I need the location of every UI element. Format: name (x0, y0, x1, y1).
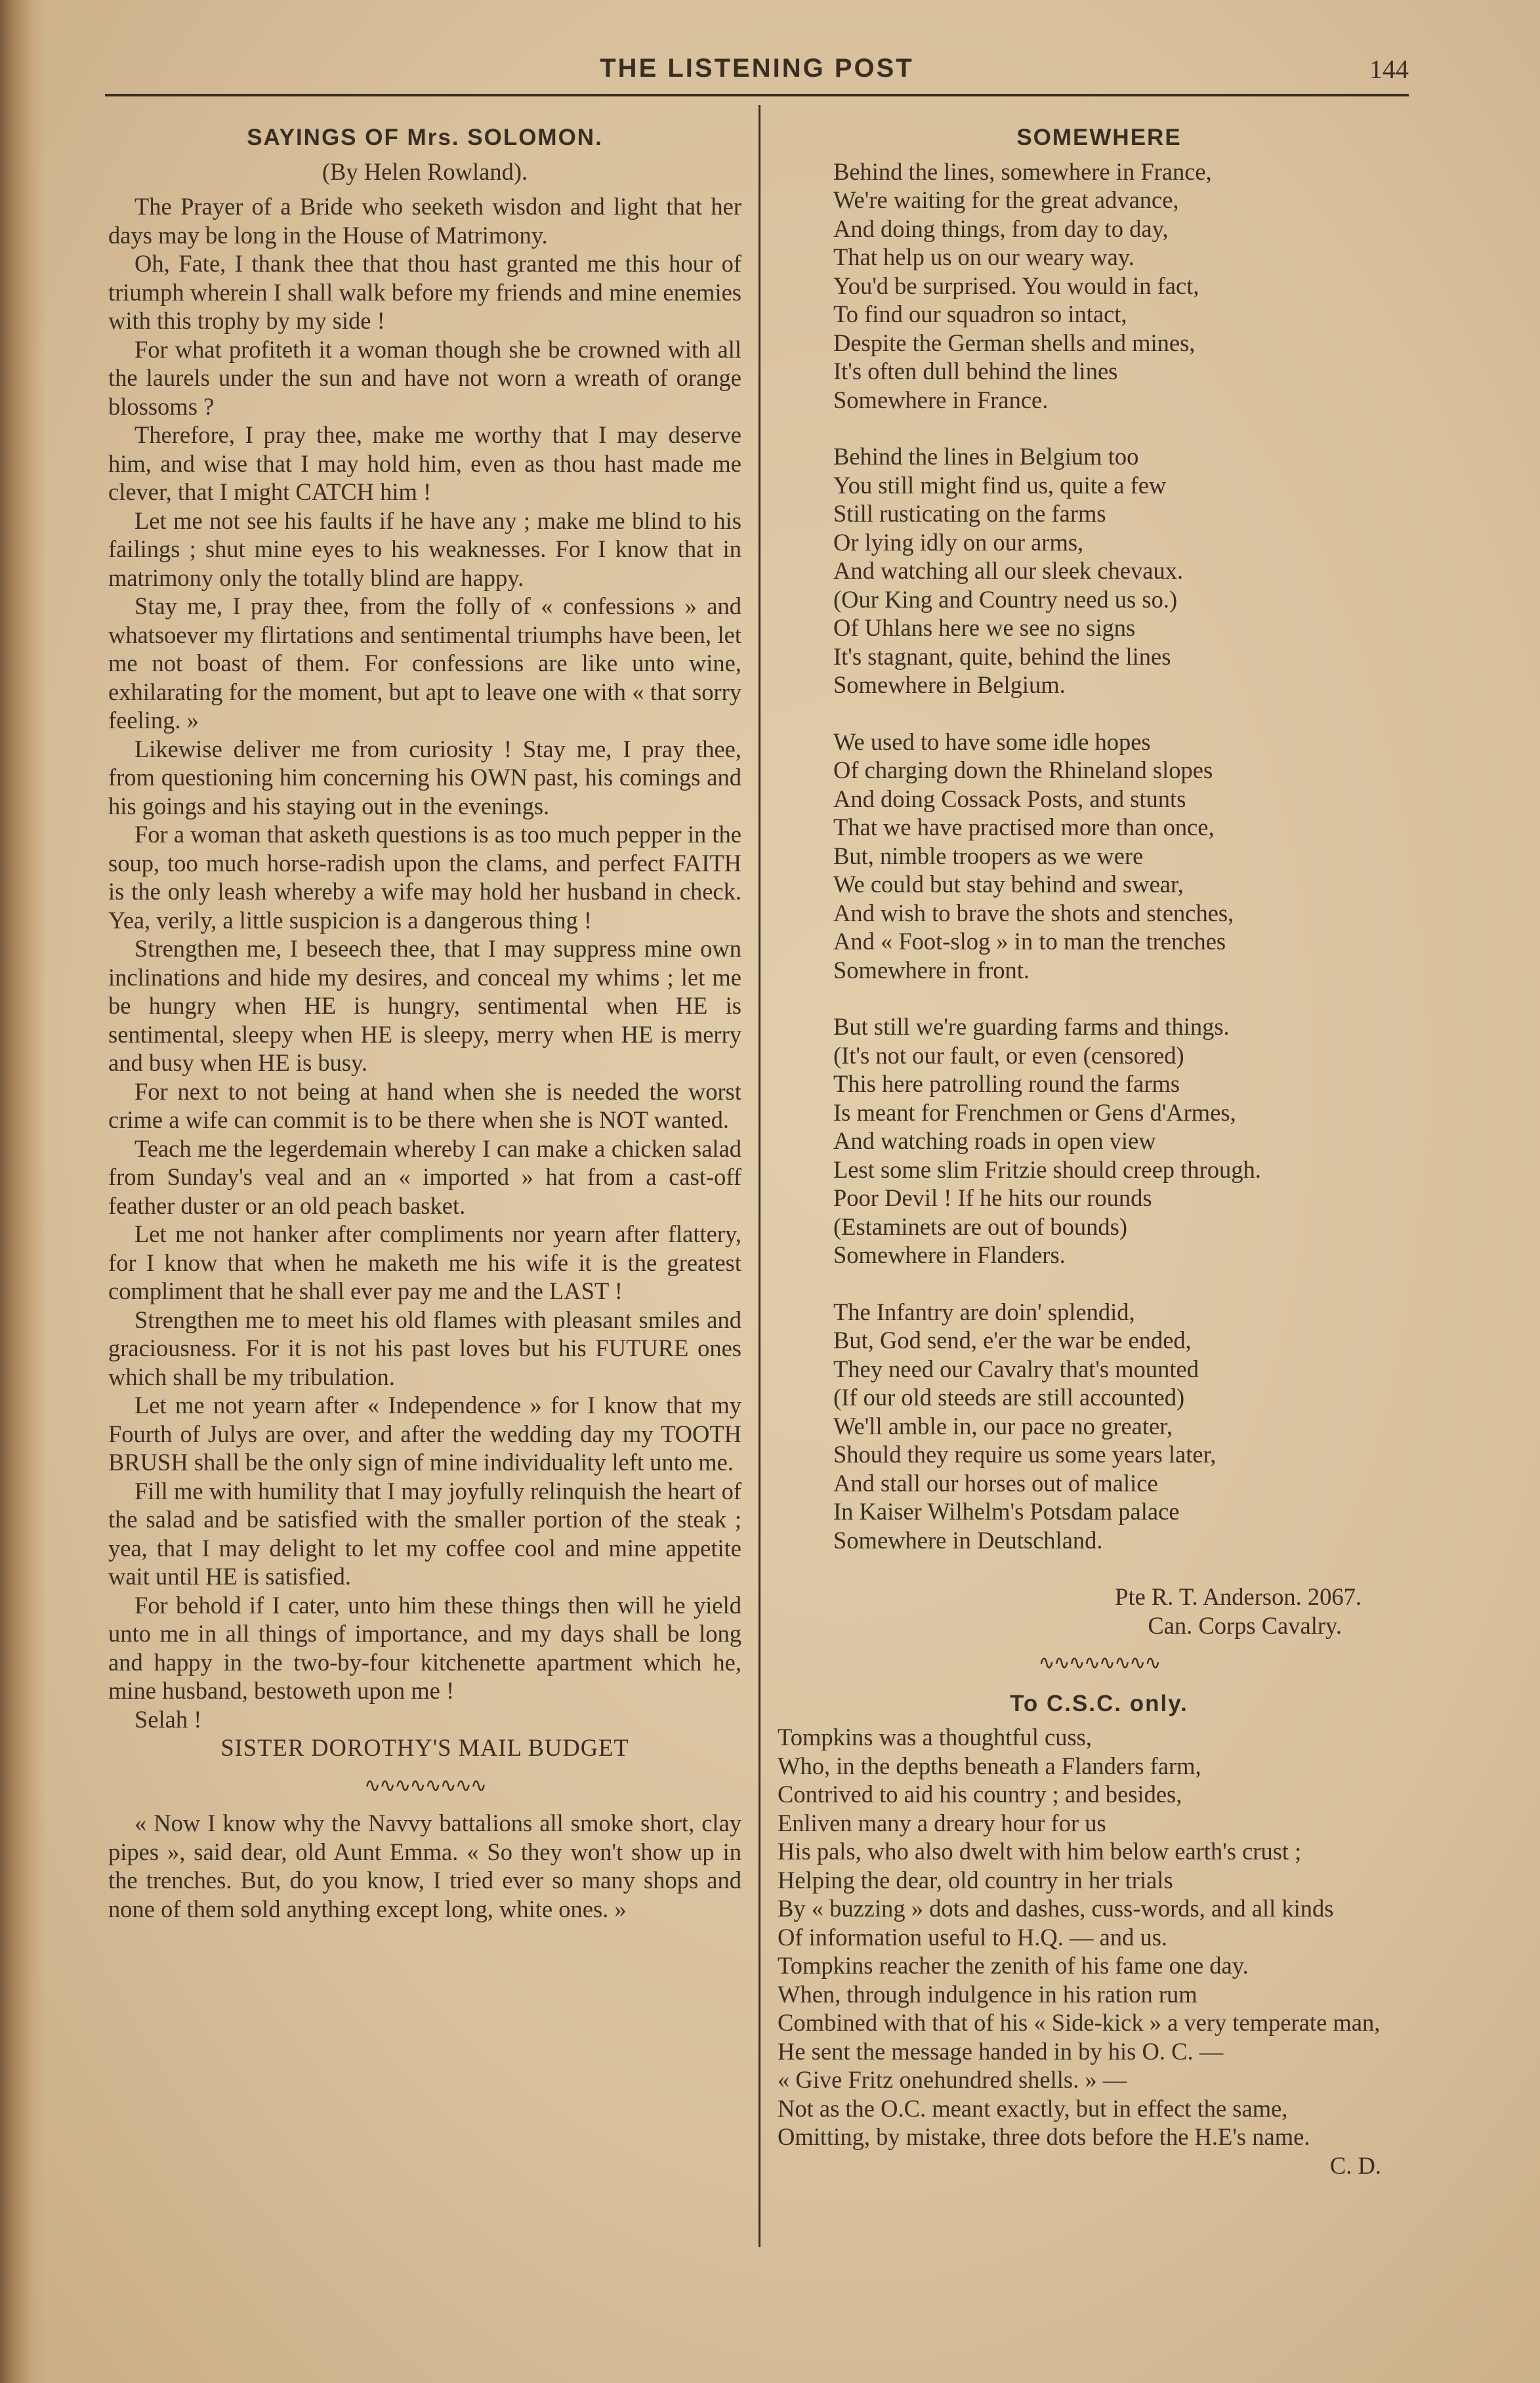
poem-line: Who, in the depths beneath a Flanders farm, (778, 1752, 1201, 1779)
poem-line: And watching all our sleek chevaux. (833, 557, 1184, 584)
poem-line: (If our old steeds are still accounted) (833, 1384, 1185, 1411)
paragraph: Likewise deliver me from curiosity ! Stay me, I pray thee, from questioning him concerning his OWN past, his comings and his goings and his staying out in the evenings. (108, 735, 741, 819)
poem-line: You still might find us, quite a few (833, 471, 1167, 499)
poem-line: Somewhere in Flanders. (833, 1241, 1066, 1268)
poem-line: (Our King and Country need us so.) (833, 585, 1178, 613)
poem-line: Lest some slim Fritzie should creep through. (833, 1155, 1261, 1183)
poem-body (778, 157, 1421, 1555)
poem-line: You'd be surprised. You would in fact, (833, 272, 1199, 299)
poem2-body (778, 1723, 1421, 2151)
poem-stanza (833, 728, 1421, 985)
poem-line: Still rusticating on the farms (833, 500, 1106, 527)
poem-line: Behind the lines, somewhere in France, (833, 157, 1212, 185)
poem-line: Tompkins was a thoughtful cuss, (778, 1724, 1093, 1751)
poem-line: But, God send, e'er the war be ended, (833, 1327, 1192, 1354)
poem-line: Is meant for Frenchmen or Gens d'Armes, (833, 1098, 1236, 1126)
poem-line: Behind the lines in Belgium too (833, 443, 1139, 470)
poem-stanza (833, 157, 1421, 415)
poem-line: We'll amble in, our pace no greater, (833, 1412, 1173, 1440)
poem-line: Somewhere in Deutschland. (833, 1526, 1103, 1554)
poem-line: Of information useful to H.Q. — and us. (778, 1923, 1168, 1951)
article-byline: (By Helen Rowland). (322, 157, 528, 185)
poem-line: And wish to brave the shots and stenches, (833, 899, 1234, 926)
poem-line: It's often dull behind the lines (833, 358, 1118, 384)
paragraph: Let me not hanker after compliments nor yearn after flattery, for I know that when he maketh me his wife it is the greatest compliment that he shall ever pay me and the LAST ! (108, 1220, 741, 1304)
poem-line: To find our squadron so intact, (833, 300, 1127, 327)
paragraph: Stay me, I pray thee, from the folly of « confessions » and whatsoever my flirtations and sentimental triumphs have been, let me not boast of them. For confessions are like unto wine, exhilarating for the moment, but apt to leave one with « that sorry feeling. » (108, 592, 741, 734)
paragraph: The Prayer of a Bride who seeketh wisdon and light that her days may be long in the House of Matrimony. (108, 193, 741, 249)
poem-line: Somewhere in Belgium. (833, 671, 1066, 698)
poem-line: And watching roads in open view (833, 1127, 1156, 1154)
poem-line: Contrived to aid his country ; and besides, (778, 1781, 1182, 1808)
poem-line: (It's not our fault, or even (censored) (833, 1041, 1184, 1069)
poem-line: Somewhere in front. (833, 956, 1030, 984)
paragraph: Oh, Fate, I thank thee that thou hast granted me this hour of triumph wherein I shall walk before my friends and mine enemies with this trophy by my side ! (108, 250, 741, 334)
paragraph: Strengthen me to meet his old flames with pleasant smiles and graciousness. For it is not his past loves but his FUTURE ones which shall be my tribulation. (108, 1306, 741, 1390)
poem-line: (Estaminets are out of bounds) (833, 1212, 1128, 1240)
poem-line: His pals, who also dwelt with him below earth's crust ; (778, 1838, 1302, 1865)
paragraph: Therefore, I pray thee, make me worthy that I may deserve him, and wise that I may hold him, even as thou hast made me clever, that I might CATCH him ! (108, 421, 741, 505)
poem-line: Tompkins reacher the zenith of his fame one day. (778, 1952, 1249, 1979)
poem-line: We're waiting for the great advance, (833, 186, 1179, 213)
page-number: 144 (1369, 54, 1409, 84)
poem-line: Not as the O.C. meant exactly, but in effect the same, (778, 2094, 1288, 2122)
paragraph: Fill me with humility that I may joyfully relinquish the heart of the salad and be satisfied with the smaller portion of the steak ; yea, that I may delight to let my coffee cool and mine appetite wait until HE is satisfied. (108, 1477, 741, 1590)
section-subheading: SISTER DOROTHY'S MAIL BUDGET (220, 1734, 629, 1761)
closing-selah: Selah ! (135, 1705, 202, 1733)
left-column (108, 112, 741, 1923)
poem-line: But, nimble troopers as we were (833, 842, 1144, 869)
ornamental-divider: ∿∿∿∿∿∿∿∿ (364, 1774, 486, 1796)
poem-signature: Pte R. T. Anderson. 2067. (1115, 1583, 1362, 1610)
poem2-initials: C. D. (1329, 2151, 1381, 2179)
poem-line: We could but stay behind and swear, (833, 871, 1184, 898)
page-binding-edge (0, 0, 46, 2383)
paragraph: Let me not yearn after « Independence » for I know that my Fourth of Julys are over, and after the wedding day my TOOTH BRUSH shall be the only sign of mine individuality left unto me. (108, 1392, 741, 1476)
paragraph: Let me not see his faults if he have any ; make me blind to his failings ; shut mine eyes to his weaknesses. For I know that in matrimony only the totally blind are happy. (108, 507, 741, 591)
poem-line: They need our Cavalry that's mounted (833, 1355, 1199, 1382)
ornamental-divider: ∿∿∿∿∿∿∿∿ (1038, 1652, 1160, 1674)
poem-line: And doing Cossack Posts, and stunts (833, 785, 1186, 812)
article-heading: SAYINGS OF Mrs. SOLOMON. (247, 125, 603, 150)
poem-line: And « Foot-slog » in to man the trenches (833, 928, 1226, 955)
paragraph: For a woman that asketh questions is as too much pepper in the soup, too much horse-radish upon the clams, and perfect FAITH is the only leash whereby a wife may hold her husband in check. Yea, verily, a little suspicion is a dangerous thing ! (108, 821, 741, 934)
poem-line: Of Uhlans here we see no signs (833, 614, 1136, 641)
paragraph: « Now I know why the Navvy battalions all smoke short, clay pipes », said dear, old Aunt Emma. « So they won't show up in the trenches. But, do you know, I tried ever so many shops and none of them sold anything except long, white ones. » (108, 1810, 741, 1922)
poem-line: The Infantry are doin' splendid, (833, 1298, 1135, 1325)
poem-line: This here patrolling round the farms (833, 1070, 1180, 1097)
poem-stanza (833, 442, 1421, 699)
paragraph: For next to not being at hand when she is needed the worst crime a wife can commit is to be there when she is NOT wanted. (108, 1077, 741, 1133)
paragraph: Teach me the legerdemain whereby I can make a chicken salad from Sunday's veal and an « imported » hat from a cast-off feather duster or an old peach basket. (108, 1134, 741, 1219)
poem-line: And stall our horses out of malice (833, 1469, 1158, 1497)
poem-line: And doing things, from day to day, (833, 215, 1169, 242)
header-rule (105, 94, 1409, 96)
poem-line: That help us on our weary way. (833, 243, 1134, 270)
poem-line: That we have practised more than once, (833, 814, 1215, 840)
poem-stanza (833, 1012, 1421, 1270)
poem-line: « Give Fritz onehundred shells. » — (778, 2066, 1127, 2093)
poem-stanza (833, 1298, 1421, 1555)
paragraph: For behold if I cater, unto him these things then will he yield unto me in all things of importance, and my days shall be long and happy in the two-by-four kitchenette apartment which he, mine husband, bestoweth upon me ! (108, 1591, 741, 1704)
poem2-heading: To C.S.C. only. (1010, 1690, 1188, 1716)
poem-line: We used to have some idle hopes (833, 728, 1151, 755)
poem-line: Combined with that of his « Side-kick » a very temperate man, (778, 2009, 1381, 2036)
poem-line: Somewhere in France. (833, 386, 1049, 413)
poem-line: By « buzzing » dots and dashes, cuss-words, and all kinds (778, 1895, 1334, 1922)
paragraph: For what profiteth it a woman though she be crowned with all the laurels under the sun and have not worn a wreath of orange blossoms ? (108, 335, 741, 420)
poem-unit: Can. Corps Cavalry. (1148, 1611, 1342, 1639)
poem-line: But still we're guarding farms and things. (833, 1013, 1230, 1040)
right-column (778, 112, 1421, 2180)
poem-line: Or lying idly on our arms, (833, 528, 1084, 556)
poem-line: Poor Devil ! If he hits our rounds (833, 1184, 1152, 1211)
poem-line: When, through indulgence in his ration rum (778, 1980, 1197, 2008)
poem-line: It's stagnant, quite, behind the lines (833, 642, 1171, 670)
poem-line: Of charging down the Rhineland slopes (833, 756, 1213, 783)
page-header (105, 54, 1409, 93)
running-title: THE LISTENING POST (600, 54, 914, 83)
poem-line: Despite the German shells and mines, (833, 329, 1196, 356)
poem-line: Enliven many a dreary hour for us (778, 1809, 1106, 1836)
poem-line: Omitting, by mistake, three dots before the H.E's name. (778, 2123, 1310, 2150)
poem-line: He sent the message handed in by his O. C. — (778, 2037, 1224, 2065)
paragraph: Strengthen me, I beseech thee, that I may suppress mine own inclinations and hide my desires, and conceal my whims ; let me be hungry when HE is hungry, sentimental when HE is sentimental, sleepy when HE is sleepy, merry when HE is merry and busy when HE is busy. (108, 935, 741, 1076)
poem-line: Helping the dear, old country in her trials (778, 1866, 1173, 1894)
poem-line: In Kaiser Wilhelm's Potsdam palace (833, 1498, 1180, 1525)
column-divider (759, 105, 760, 2247)
poem-heading: SOMEWHERE (1016, 125, 1182, 150)
poem-line: Should they require us some years later, (833, 1441, 1217, 1468)
